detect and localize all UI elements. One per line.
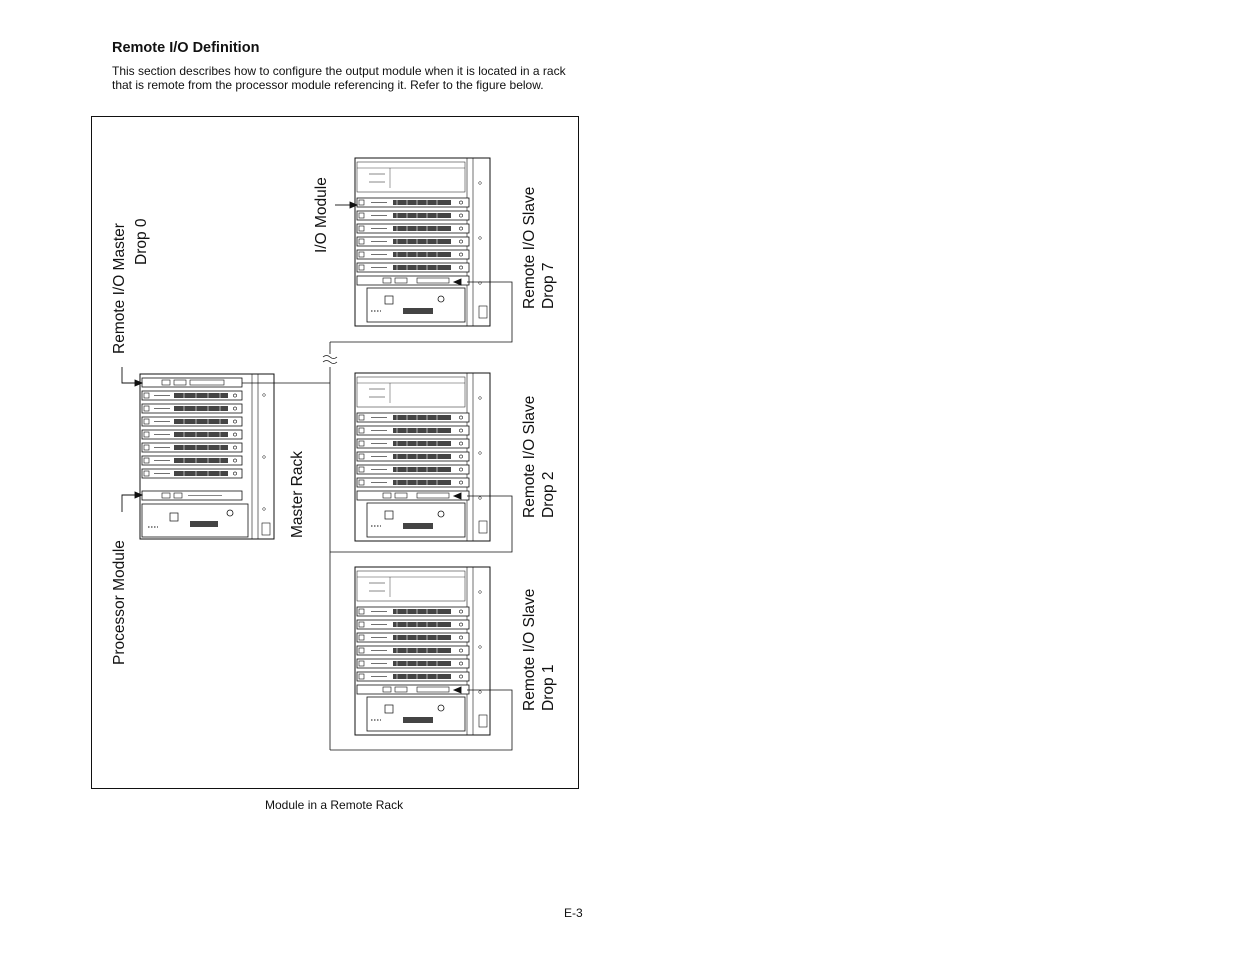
label-slave2-line2: Drop 2 bbox=[540, 471, 557, 518]
section-heading: Remote I/O Definition bbox=[112, 40, 260, 56]
label-processor-module: Processor Module bbox=[111, 540, 128, 665]
label-slave7-line1: Remote I/O Slave bbox=[521, 186, 538, 309]
label-master-rack: Master Rack bbox=[289, 451, 306, 538]
label-slave1-line2: Drop 1 bbox=[540, 664, 557, 711]
label-io-module: I/O Module bbox=[313, 177, 330, 253]
label-slave7-line2: Drop 7 bbox=[540, 262, 557, 309]
slave-rack-drop-7 bbox=[355, 158, 490, 326]
slave-rack-drop-1 bbox=[355, 567, 490, 735]
rack-diagram bbox=[92, 117, 580, 790]
label-slave1-line1: Remote I/O Slave bbox=[521, 588, 538, 711]
label-master-line1: Remote I/O Master bbox=[111, 223, 128, 354]
section-description: This section describes how to configure the output module when it is located in a rack that is remote from the processor module referencing it. Refer to the figure below. bbox=[112, 64, 566, 92]
master-rack bbox=[140, 374, 274, 539]
slave-rack-drop-2 bbox=[355, 373, 490, 541]
label-master-line2: Drop 0 bbox=[133, 218, 150, 265]
figure-frame bbox=[91, 116, 579, 789]
figure-caption: Module in a Remote Rack bbox=[265, 798, 404, 812]
label-slave2-line1: Remote I/O Slave bbox=[521, 395, 538, 518]
page-number: E-3 bbox=[564, 906, 583, 920]
